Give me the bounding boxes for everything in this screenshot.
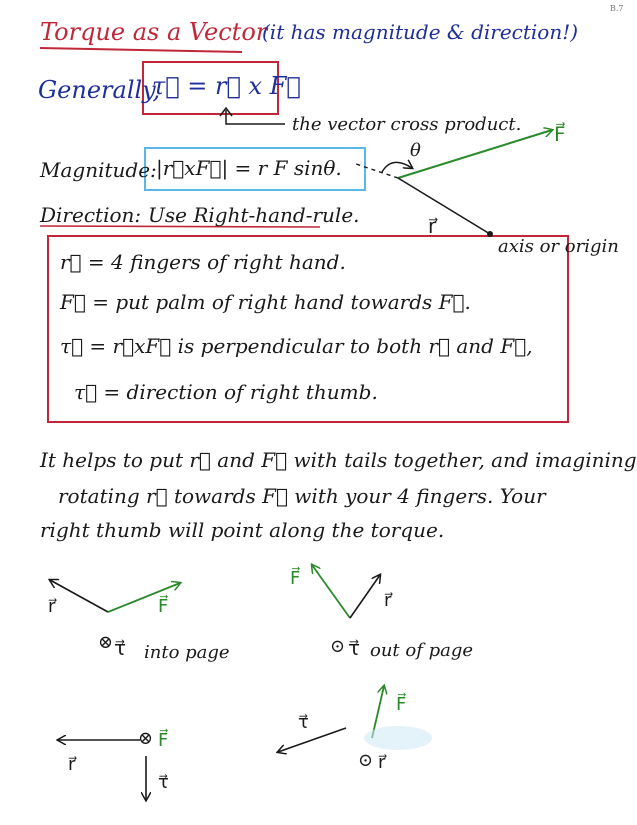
- title-underline: [40, 48, 242, 52]
- ex1-into-page-label: into page: [144, 642, 230, 663]
- ex1-radius: [50, 580, 108, 612]
- general-formula: τ⃗ = r⃗ x F⃗: [152, 72, 301, 100]
- ex4-radius-label: r⃗: [378, 752, 386, 773]
- ex2-radius: [350, 575, 380, 618]
- ex1-torque-label: τ⃗: [114, 636, 127, 660]
- ex1-radius-label: r⃗: [48, 596, 56, 617]
- rule-perpendicular: τ⃗ = r⃗xF⃗ is perpendicular to both r⃗ and F⃗,: [60, 334, 533, 358]
- diagram-theta-label: θ: [410, 140, 421, 161]
- cross-product-note: the vector cross product.: [292, 114, 522, 135]
- direction-rule: Use Right-hand-rule.: [148, 203, 360, 227]
- ex1-force: [108, 583, 180, 612]
- radius-extension: [356, 164, 398, 178]
- ex3-force-label: F⃗: [158, 730, 169, 751]
- explanation-line-1: It helps to put r⃗ and F⃗ with tails together, and imagining: [40, 448, 637, 472]
- angle-arc: [382, 162, 412, 172]
- ex2-force: [312, 565, 350, 618]
- ex2-torque-label: τ⃗: [348, 636, 361, 660]
- ex2-out-of-page-label: out of page: [370, 640, 474, 661]
- explanation-line-3: right thumb will point along the torque.: [40, 518, 445, 542]
- ex4-out-symbol: ⊙: [358, 750, 374, 771]
- ex2-radius-label: r⃗: [384, 590, 392, 611]
- ex2-force-label: F⃗: [290, 568, 301, 589]
- page-marker: B.7: [610, 4, 624, 13]
- cross-product-pointer: [226, 110, 285, 124]
- direction-label: Direction:: [40, 203, 142, 227]
- radius-vector: [398, 178, 490, 234]
- general-label: Generally,: [38, 76, 161, 104]
- ex1-into-symbol: ⊗: [98, 632, 114, 653]
- ex3-radius-label: r⃗: [68, 754, 76, 775]
- ex2-out-symbol: ⊙: [330, 636, 346, 657]
- explanation-line-2: rotating r⃗ towards F⃗ with your 4 fingers. Your: [58, 484, 546, 508]
- ex1-force-label: F⃗: [158, 596, 169, 617]
- diagram-force-label: F⃗: [554, 122, 566, 146]
- ex4-torque-label: τ⃗: [298, 712, 309, 733]
- ex3-into-symbol: ⊗: [138, 728, 154, 749]
- diagram-axis-label: axis or origin: [498, 236, 619, 257]
- rule-thumb: τ⃗ = direction of right thumb.: [74, 380, 378, 404]
- ex4-force-label: F⃗: [396, 694, 407, 715]
- title-note: (it has magnitude & direction!): [262, 20, 579, 44]
- ex4-torque: [278, 728, 346, 752]
- origin-dot: [487, 231, 493, 237]
- smudge: [364, 726, 432, 750]
- magnitude-label: Magnitude:: [40, 158, 157, 182]
- force-vector: [398, 130, 552, 178]
- diagram-radius-label: r⃗: [428, 214, 437, 238]
- rule-palm: F⃗ = put palm of right hand towards F⃗.: [60, 290, 471, 314]
- magnitude-formula: |r⃗xF⃗| = r F sinθ.: [156, 156, 342, 180]
- page-title: Torque as a Vector: [40, 18, 268, 46]
- ex3-torque-label: τ⃗: [158, 772, 169, 793]
- rule-fingers: r⃗ = 4 fingers of right hand.: [60, 250, 346, 274]
